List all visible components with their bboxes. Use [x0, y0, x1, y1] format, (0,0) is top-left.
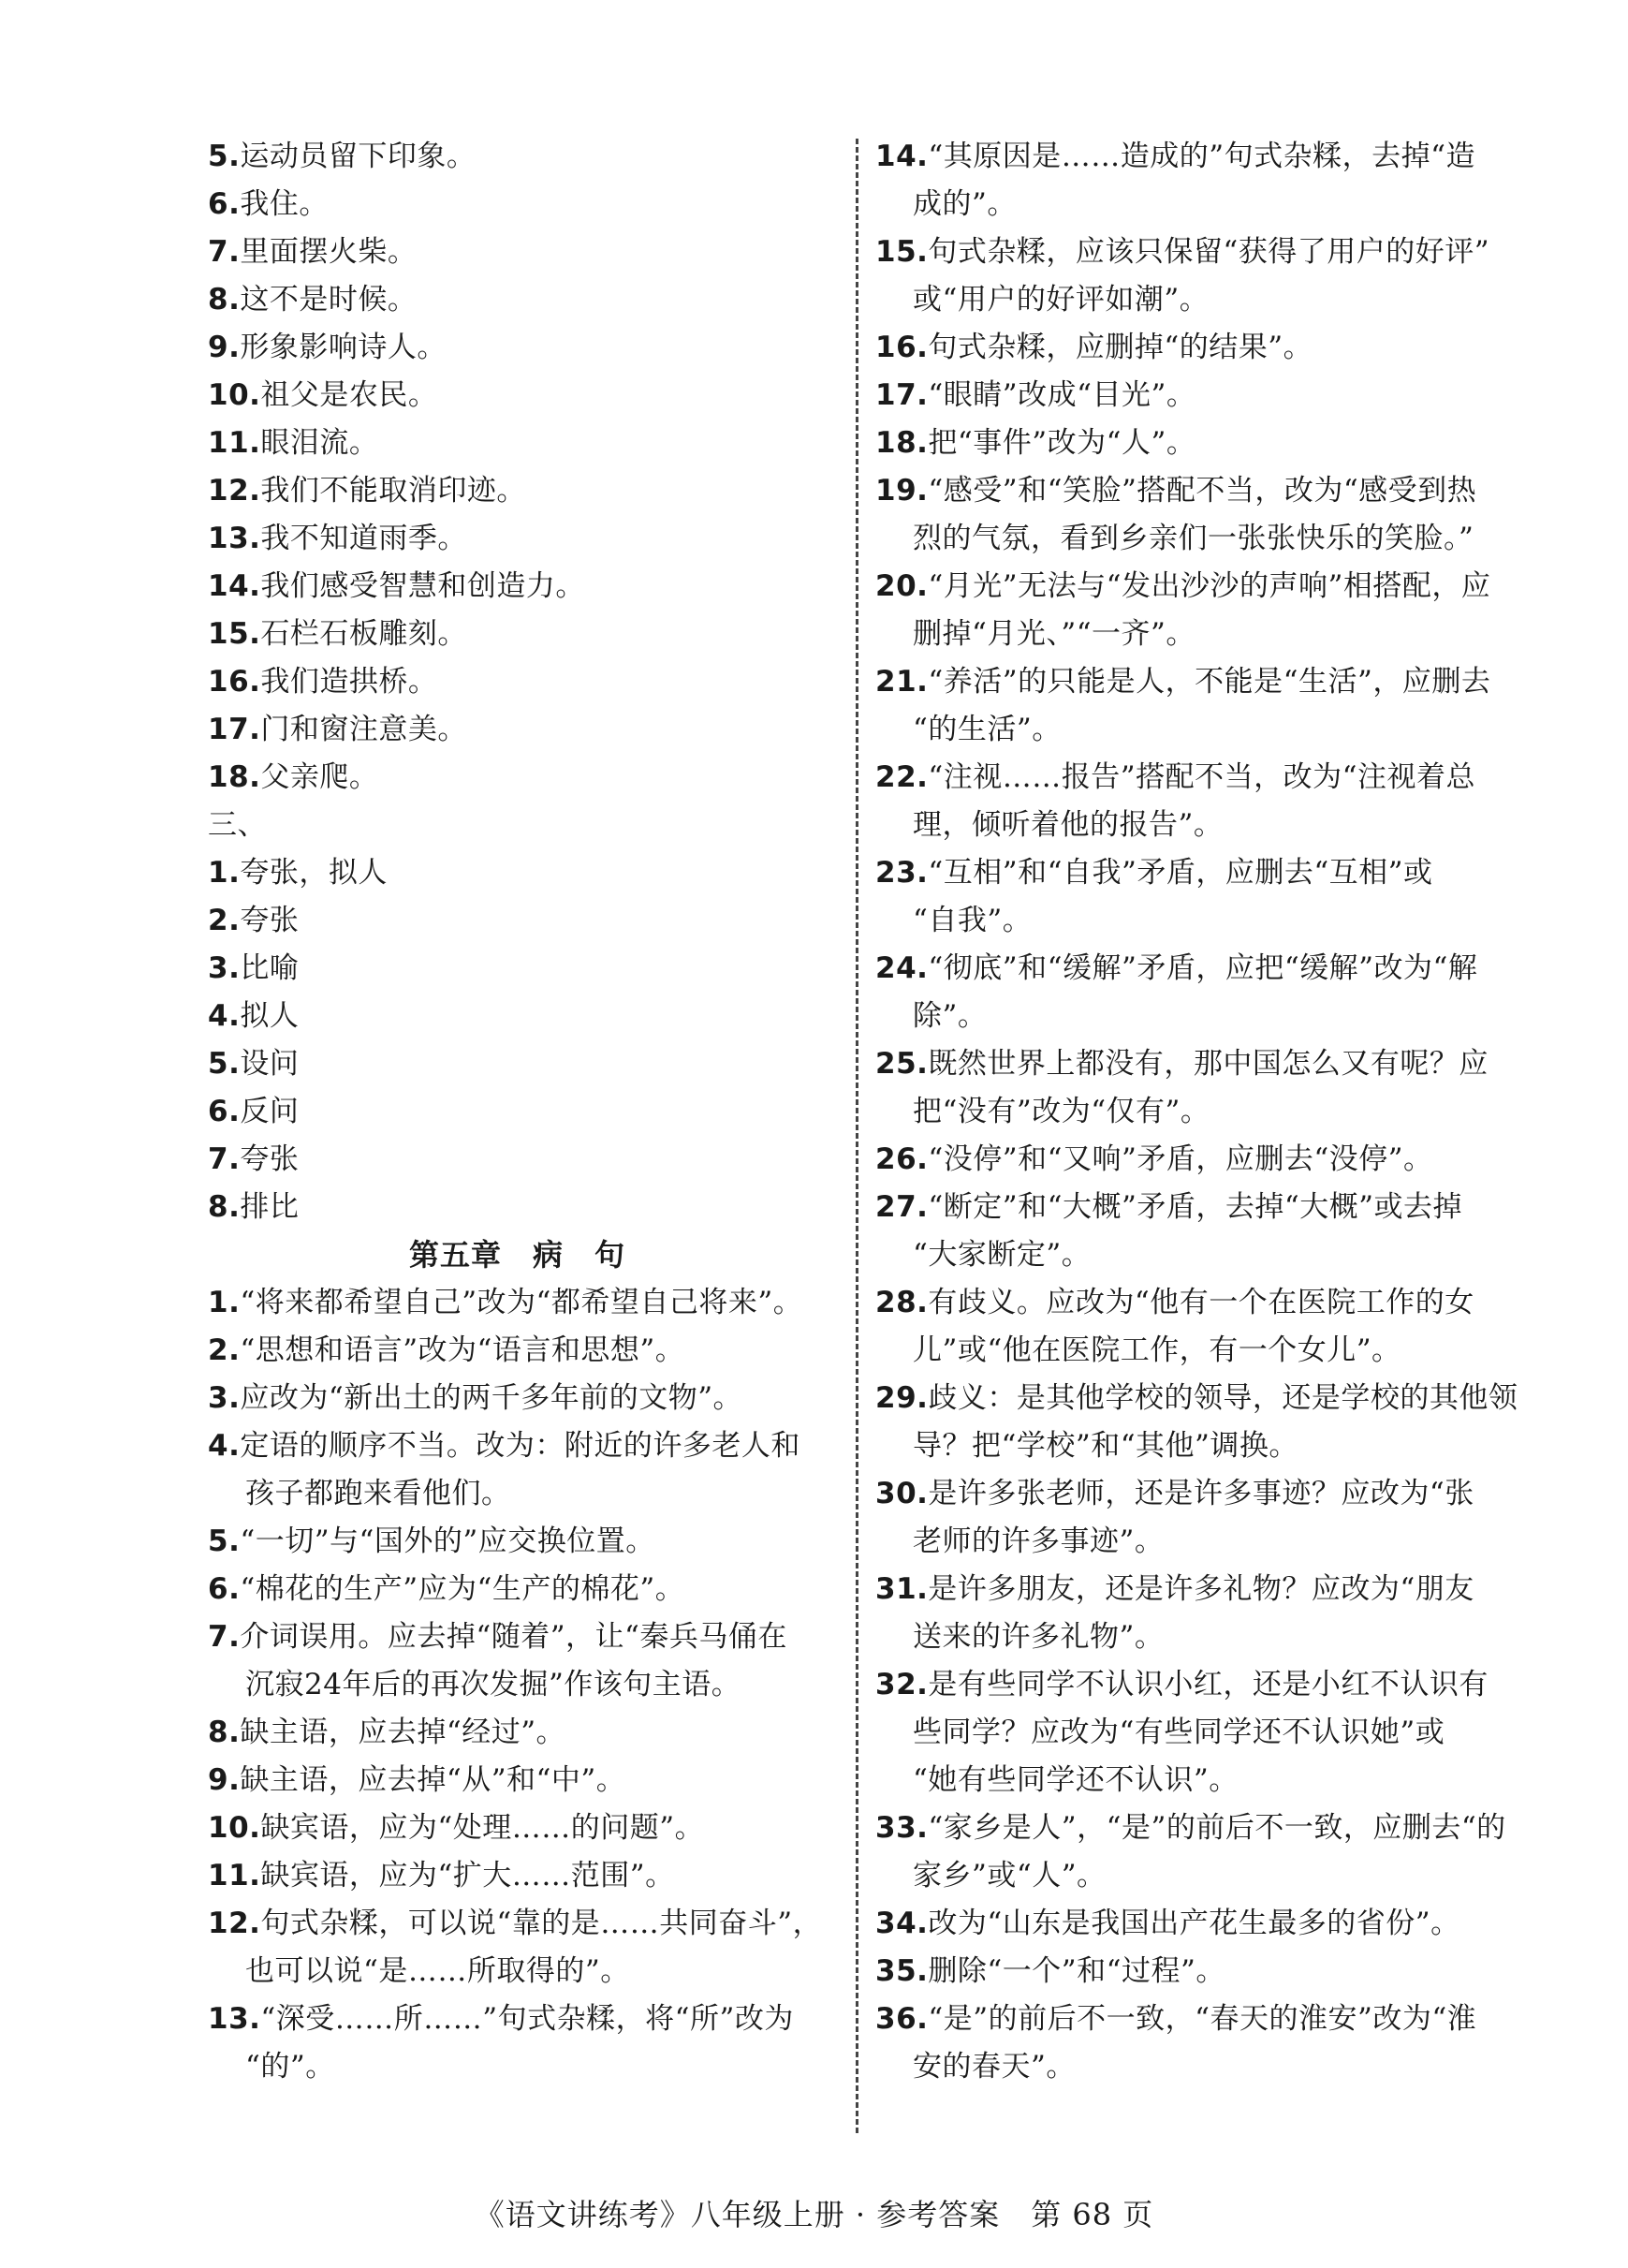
- item-number: 10.: [208, 378, 261, 412]
- item-text: “其原因是……造成的”句式杂糅，去掉“造: [928, 140, 1475, 173]
- item-continuation: 烈的气氛，看到乡亲们一张张快乐的笑脸。”: [913, 522, 1474, 555]
- item-text: 句式杂糅，应该只保留“获得了用户的好评”: [928, 235, 1490, 269]
- item-number: 13.: [208, 2002, 261, 2036]
- item-continuation: 安的春天”。: [913, 2050, 1076, 2084]
- answer-item: [208, 515, 844, 563]
- answer-item: [208, 1709, 844, 1757]
- item-text: “养活”的只能是人，不能是“生活”，应删去: [928, 665, 1491, 699]
- answer-item: [875, 1040, 1489, 1088]
- item-number: 7.: [208, 1142, 241, 1176]
- item-continuation: 也可以说“是……所取得的”。: [245, 1954, 630, 1988]
- answer-item: [208, 372, 844, 420]
- item-text: 句式杂糅，可以说“靠的是……共同奋斗”，: [260, 1907, 823, 1940]
- item-text: “思想和语言”改为“语言和思想”。: [240, 1333, 685, 1367]
- item-continuation: 家乡”或“人”。: [913, 1859, 1107, 1892]
- answer-item: [875, 228, 1490, 276]
- item-number: 32.: [875, 1668, 929, 1701]
- item-number: 30.: [875, 1477, 929, 1510]
- answer-item: [875, 1996, 1477, 2043]
- answer-item: [208, 1566, 844, 1613]
- answer-item: [208, 1327, 844, 1375]
- item-continuation: 送来的许多礼物”。: [913, 1620, 1165, 1654]
- answer-item: [208, 1852, 844, 1900]
- answer-item: [208, 276, 844, 324]
- item-continuation: “自我”。: [913, 904, 1033, 937]
- item-continuation: 导？把“学校”和“其他”调换。: [913, 1429, 1298, 1463]
- item-text: “没停”和“又响”矛盾，应删去“没停”。: [928, 1142, 1433, 1176]
- item-text: 石栏石板雕刻。: [260, 617, 467, 651]
- item-number: 35.: [875, 1954, 929, 1988]
- answer-item: [875, 1948, 1474, 1996]
- answer-item: [875, 372, 1474, 420]
- answer-item: [875, 1804, 1506, 1852]
- answer-item: [208, 945, 844, 993]
- item-number: 7.: [208, 235, 241, 269]
- item-number: 18.: [875, 426, 929, 460]
- answer-item: [208, 563, 844, 611]
- answer-item: [208, 1279, 844, 1327]
- item-text: “棉花的生产”应为“生产的棉花”。: [240, 1572, 685, 1606]
- answer-item: [208, 1088, 844, 1136]
- answer-item: [208, 1804, 844, 1852]
- item-text: 缺宾语，应为“扩大……范围”。: [260, 1859, 675, 1892]
- item-text: 缺宾语，应为“处理……的问题”。: [260, 1811, 705, 1845]
- item-continuation: 沉寂24年后的再次发掘”作该句主语。: [245, 1668, 741, 1701]
- answer-item: [208, 658, 844, 706]
- item-text: “深受……所……”句式杂糅，将“所”改为: [260, 2002, 794, 2036]
- item-number: 34.: [875, 1907, 929, 1940]
- answer-item: [208, 1757, 844, 1804]
- answer-item: [875, 1470, 1474, 1518]
- answer-item: [208, 1375, 844, 1422]
- answer-item: [208, 1422, 844, 1470]
- answer-item: [208, 1136, 844, 1184]
- answer-item: [208, 324, 844, 372]
- item-text: 我不知道雨季。: [260, 522, 467, 555]
- item-text: 拟人: [240, 999, 300, 1033]
- item-text: 我们不能取消印迹。: [260, 474, 526, 508]
- item-text: 应改为“新出土的两千多年前的文物”。: [240, 1381, 743, 1415]
- item-text: 里面摆火柴。: [240, 235, 418, 269]
- answer-item: [875, 420, 1474, 467]
- item-number: 8.: [208, 1190, 241, 1224]
- item-number: 21.: [875, 665, 929, 699]
- answer-item: [208, 1040, 844, 1088]
- item-text: 反问: [240, 1095, 300, 1128]
- item-text: “月光”无法与“发出沙沙的声响”相搭配，应: [928, 569, 1491, 603]
- answer-item: [208, 706, 844, 754]
- item-number: 14.: [875, 140, 929, 173]
- item-number: 13.: [208, 522, 261, 555]
- answer-item: [875, 658, 1491, 706]
- answer-item: [208, 1613, 844, 1661]
- item-text: 我住。: [240, 187, 329, 221]
- item-number: 2.: [208, 904, 241, 937]
- answer-item: [208, 849, 844, 897]
- answer-item: [875, 1566, 1474, 1613]
- item-text: “是”的前后不一致，“春天的淮安”改为“淮: [928, 2002, 1477, 2036]
- item-number: 11.: [208, 1859, 261, 1892]
- item-number: 12.: [208, 474, 261, 508]
- item-text: 我们感受智慧和创造力。: [260, 569, 585, 603]
- item-text: “家乡是人”，“是”的前后不一致，应删去“的: [928, 1811, 1506, 1845]
- item-number: 3.: [208, 951, 241, 985]
- item-number: 16.: [875, 331, 929, 364]
- item-text: 缺主语，应去掉“从”和“中”。: [240, 1763, 626, 1797]
- item-number: 29.: [875, 1381, 929, 1415]
- item-text: 有歧义。应改为“他有一个在医院工作的女: [928, 1286, 1474, 1319]
- answer-item: [875, 754, 1474, 802]
- item-number: 1.: [208, 856, 241, 890]
- item-text: 是有些同学不认识小红，还是小红不认识有: [928, 1668, 1489, 1701]
- item-continuation: “她有些同学还不认识”。: [913, 1763, 1239, 1797]
- item-text: 夸张: [240, 904, 300, 937]
- item-continuation: 成的”。: [913, 187, 1017, 221]
- answer-item: [208, 467, 844, 515]
- item-text: “注视……报告”搭配不当，改为“注视着总: [928, 760, 1475, 794]
- item-number: 8.: [208, 1716, 241, 1749]
- item-text: 是许多张老师，还是许多事迹？应改为“张: [928, 1477, 1474, 1510]
- item-number: 5.: [208, 1524, 241, 1558]
- item-text: 既然世界上都没有，那中国怎么又有呢？应: [928, 1047, 1489, 1081]
- answer-item: [875, 1900, 1474, 1948]
- item-number: 4.: [208, 1429, 241, 1463]
- answer-item: [875, 945, 1478, 993]
- item-continuation: 删掉“月光、”“一齐”。: [913, 617, 1195, 651]
- page-footer: 《语文讲练考》八年级上册 · 参考答案 第 68 页: [474, 2197, 1154, 2232]
- answer-item: [208, 1184, 844, 1231]
- item-text: 歧义：是其他学校的领导，还是学校的其他领: [928, 1381, 1518, 1415]
- item-number: 8.: [208, 283, 241, 317]
- item-number: 14.: [208, 569, 261, 603]
- item-text: 夸张: [240, 1142, 300, 1176]
- item-number: 9.: [208, 331, 241, 364]
- answer-item: [208, 133, 844, 181]
- answer-item: [875, 133, 1474, 181]
- item-number: 6.: [208, 1095, 241, 1128]
- item-number: 1.: [208, 1286, 241, 1319]
- answer-item: [875, 1661, 1489, 1709]
- item-number: 31.: [875, 1572, 929, 1606]
- item-number: 6.: [208, 1572, 241, 1606]
- item-number: 5.: [208, 1047, 241, 1081]
- answer-item: [875, 1375, 1518, 1422]
- item-text: 父亲爬。: [260, 760, 379, 794]
- item-number: 5.: [208, 140, 241, 173]
- item-text: 这不是时候。: [240, 283, 418, 317]
- item-text: 我们造拱桥。: [260, 665, 438, 699]
- answer-item: [208, 420, 844, 467]
- item-continuation: 孩子都跑来看他们。: [245, 1477, 511, 1510]
- answer-item: [875, 1184, 1474, 1231]
- right-column: [875, 133, 1518, 2091]
- answer-item: [208, 754, 844, 802]
- item-text: “一切”与“国外的”应交换位置。: [240, 1524, 655, 1558]
- answer-item: [208, 228, 844, 276]
- item-continuation: “的生活”。: [913, 713, 1062, 746]
- item-continuation: “大家断定”。: [913, 1238, 1092, 1272]
- item-text: “互相”和“自我”矛盾，应删去“互相”或: [928, 856, 1433, 890]
- item-number: 19.: [875, 474, 929, 508]
- item-text: “眼睛”改成“目光”。: [928, 378, 1196, 412]
- item-continuation: 把“没有”改为“仅有”。: [913, 1095, 1210, 1128]
- answer-item: [208, 1900, 844, 1948]
- answer-item: [208, 897, 844, 945]
- item-continuation: 除”。: [913, 999, 988, 1033]
- answer-item: [875, 467, 1477, 515]
- item-text: 形象影响诗人。: [240, 331, 447, 364]
- item-continuation: 老师的许多事迹”。: [913, 1524, 1165, 1558]
- item-text: 夸张，拟人: [240, 856, 388, 890]
- answer-item: [208, 181, 844, 228]
- answer-item: [875, 849, 1474, 897]
- section-heading: 第五章 病 句: [409, 1237, 626, 1273]
- answer-item: [875, 324, 1474, 372]
- item-continuation: 些同学？应改为“有些同学还不认识她”或: [913, 1716, 1445, 1749]
- item-text: 门和窗注意美。: [260, 713, 467, 746]
- item-text: 运动员留下印象。: [240, 140, 477, 173]
- answer-item: [208, 993, 844, 1040]
- item-number: 15.: [875, 235, 929, 269]
- item-number: 20.: [875, 569, 929, 603]
- item-text: 是许多朋友，还是许多礼物？应改为“朋友: [928, 1572, 1474, 1606]
- item-text: “彻底”和“缓解”矛盾，应把“缓解”改为“解: [928, 951, 1478, 985]
- answer-item: [875, 1279, 1474, 1327]
- item-number: 28.: [875, 1286, 929, 1319]
- item-number: 15.: [208, 617, 261, 651]
- item-number: 4.: [208, 999, 241, 1033]
- item-continuation: 或“用户的好评如潮”。: [913, 283, 1210, 317]
- item-text: “将来都希望自己”改为“都希望自己将来”。: [240, 1286, 803, 1319]
- left-column: [208, 133, 844, 2091]
- item-number: 22.: [875, 760, 929, 794]
- item-text: 缺主语，应去掉“经过”。: [240, 1716, 566, 1749]
- item-continuation: 儿”或“他在医院工作，有一个女儿”。: [913, 1333, 1401, 1367]
- item-number: 26.: [875, 1142, 929, 1176]
- item-text: 句式杂糅，应删掉“的结果”。: [928, 331, 1313, 364]
- item-text: 改为“山东是我国出产花生最多的省份”。: [928, 1907, 1460, 1940]
- item-number: 11.: [208, 426, 261, 460]
- item-text: 定语的顺序不当。改为：附近的许多老人和: [240, 1429, 800, 1463]
- item-number: 23.: [875, 856, 929, 890]
- item-text: “感受”和“笑脸”搭配不当，改为“感受到热: [928, 474, 1477, 508]
- item-text: 设问: [240, 1047, 300, 1081]
- item-number: 36.: [875, 2002, 929, 2036]
- item-number: 27.: [875, 1190, 929, 1224]
- answer-item: [875, 1136, 1474, 1184]
- item-text: 眼泪流。: [260, 426, 379, 460]
- section-label: 三、: [208, 808, 267, 842]
- item-number: 18.: [208, 760, 261, 794]
- item-number: 10.: [208, 1811, 261, 1845]
- item-number: 12.: [208, 1907, 261, 1940]
- item-text: 把“事件”改为“人”。: [928, 426, 1196, 460]
- item-text: “断定”和“大概”矛盾，去掉“大概”或去掉: [928, 1190, 1463, 1224]
- item-number: 16.: [208, 665, 261, 699]
- item-number: 6.: [208, 187, 241, 221]
- column-divider: [856, 139, 858, 2133]
- item-number: 24.: [875, 951, 929, 985]
- item-text: 祖父是农民。: [260, 378, 438, 412]
- answer-item: [208, 1518, 844, 1566]
- item-number: 17.: [208, 713, 261, 746]
- item-number: 7.: [208, 1620, 241, 1654]
- answer-item: [875, 563, 1491, 611]
- item-number: 25.: [875, 1047, 929, 1081]
- item-text: 介词误用。应去掉“随着”，让“秦兵马俑在: [240, 1620, 787, 1654]
- item-text: 比喻: [240, 951, 300, 985]
- item-number: 3.: [208, 1381, 241, 1415]
- item-number: 2.: [208, 1333, 241, 1367]
- item-number: 9.: [208, 1763, 241, 1797]
- answer-item: [208, 1996, 844, 2043]
- item-text: 排比: [240, 1190, 300, 1224]
- item-text: 删除“一个”和“过程”。: [928, 1954, 1225, 1988]
- item-continuation: “的”。: [245, 2050, 335, 2084]
- item-number: 17.: [875, 378, 929, 412]
- item-number: 33.: [875, 1811, 929, 1845]
- answer-item: [208, 611, 844, 658]
- item-continuation: 理，倾听着他的报告”。: [913, 808, 1224, 842]
